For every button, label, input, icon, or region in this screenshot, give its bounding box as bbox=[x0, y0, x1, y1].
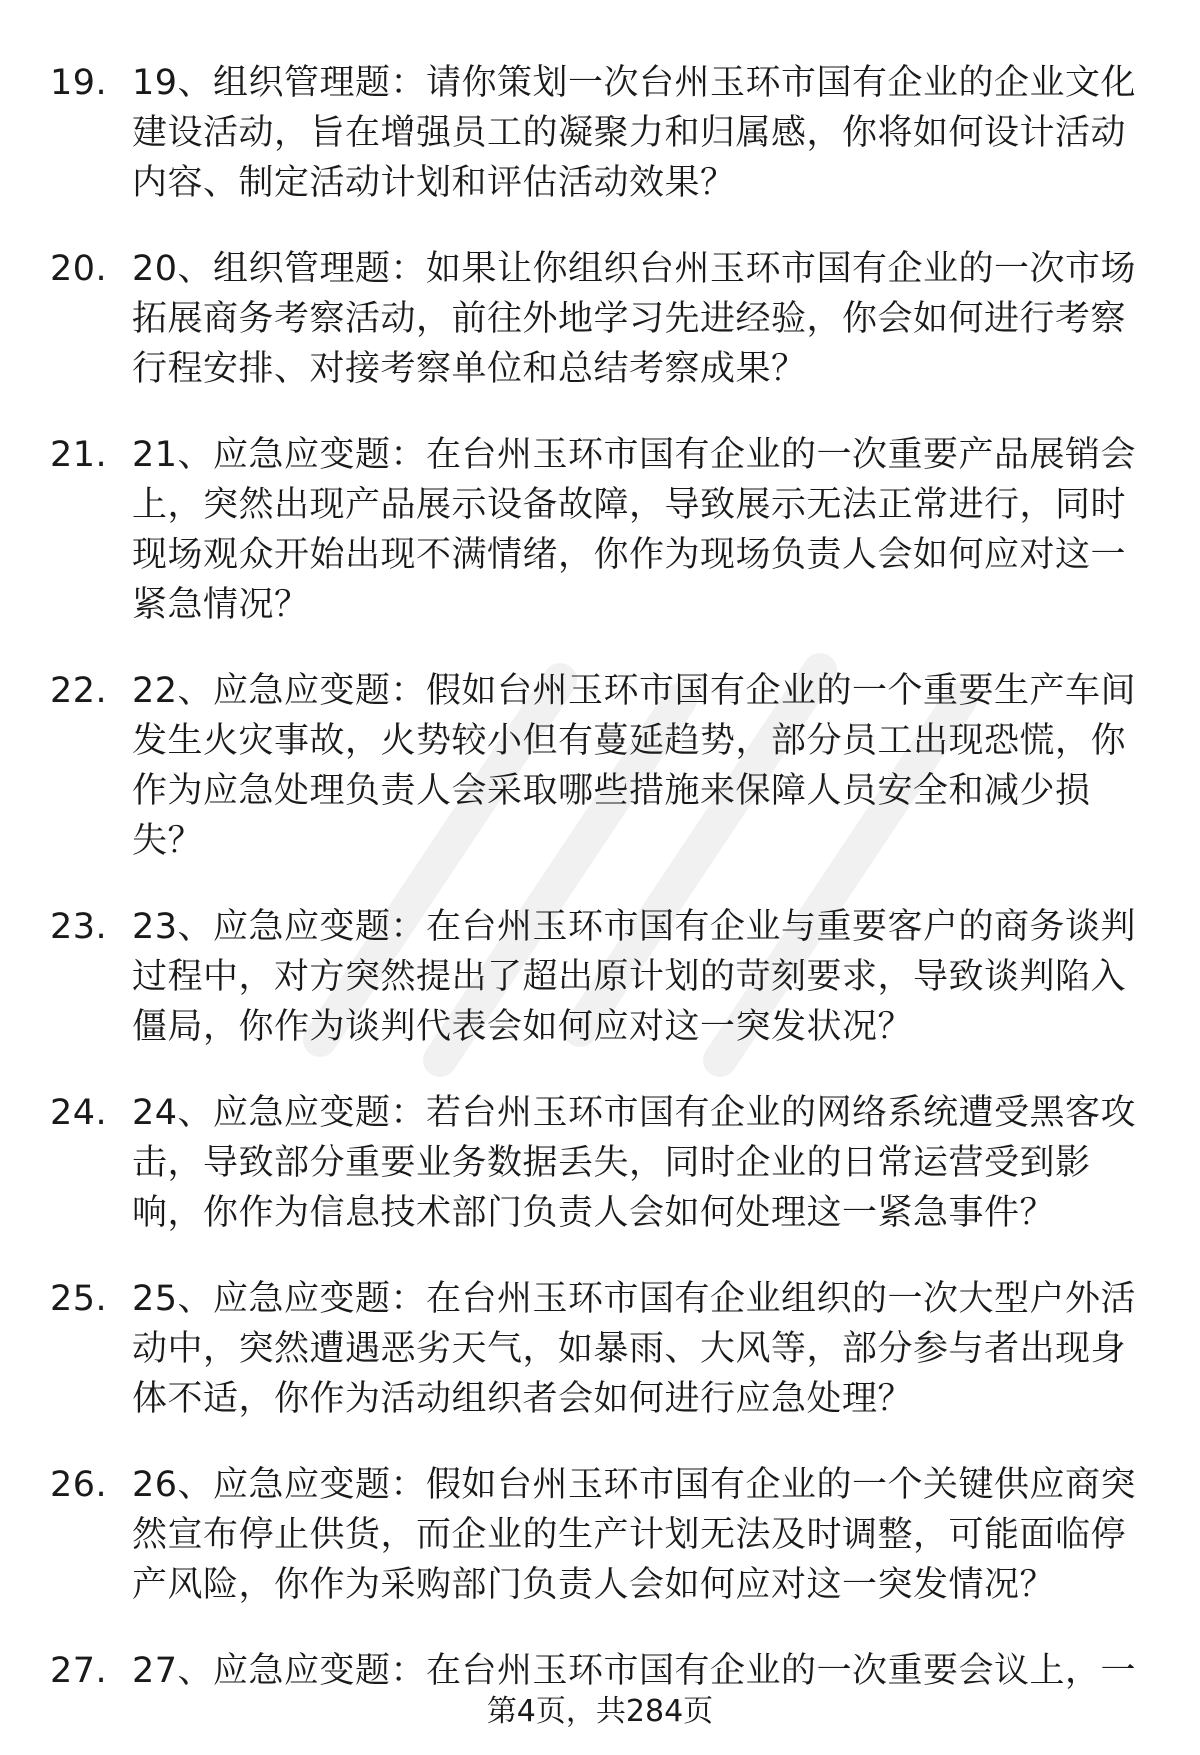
question-number: 26. bbox=[50, 1465, 108, 1505]
question-item bbox=[0, 1274, 1200, 1424]
question-item bbox=[0, 666, 1200, 866]
question-text: 26、应急应变题：假如台州玉环市国有企业的一个关键供应商突然宣布停止供货，而企业的生产计划无法及时调整，可能面临停产风险，你作为采购部门负责人会如何应对这一突发情况？ bbox=[132, 1465, 1137, 1605]
question-text: 27、应急应变题：在台州玉环市国有企业的一次重要会议上，一 bbox=[132, 1651, 1137, 1691]
question-text: 20、组织管理题：如果让你组织台州玉环市国有企业的一次市场拓展商务考察活动，前往外地学习先进经验，你会如何进行考察行程安排、对接考察单位和总结考察成果？ bbox=[132, 249, 1137, 389]
question-text: 19、组织管理题：请你策划一次台州玉环市国有企业的企业文化建设活动，旨在增强员工的凝聚力和归属感，你将如何设计活动内容、制定活动计划和评估活动效果？ bbox=[132, 63, 1137, 203]
question-number: 22. bbox=[50, 671, 108, 711]
question-text: 21、应急应变题：在台州玉环市国有企业的一次重要产品展销会上，突然出现产品展示设备故障，导致展示无法正常进行，同时现场观众开始出现不满情绪，你作为现场负责人会如何应对这一紧急情况？ bbox=[132, 435, 1137, 625]
question-text: 23、应急应变题：在台州玉环市国有企业与重要客户的商务谈判过程中，对方突然提出了超出原计划的苛刻要求，导致谈判陷入僵局，你作为谈判代表会如何应对这一突发状况？ bbox=[132, 907, 1137, 1047]
question-item bbox=[0, 1088, 1200, 1238]
question-item bbox=[0, 58, 1200, 208]
question-item bbox=[0, 1460, 1200, 1610]
question-number: 23. bbox=[50, 907, 108, 947]
question-text: 25、应急应变题：在台州玉环市国有企业组织的一次大型户外活动中，突然遭遇恶劣天气，如暴雨、大风等，部分参与者出现身体不适，你作为活动组织者会如何进行应急处理？ bbox=[132, 1279, 1137, 1419]
question-item bbox=[0, 430, 1200, 630]
question-number: 27. bbox=[50, 1651, 108, 1691]
question-item bbox=[0, 902, 1200, 1052]
question-item bbox=[0, 1646, 1200, 1696]
question-number: 19. bbox=[50, 63, 108, 103]
question-text: 22、应急应变题：假如台州玉环市国有企业的一个重要生产车间发生火灾事故，火势较小但有蔓延趋势，部分员工出现恐慌，你作为应急处理负责人会采取哪些措施来保障人员安全和减少损失？ bbox=[132, 671, 1137, 861]
question-list bbox=[0, 58, 1200, 1732]
question-number: 25. bbox=[50, 1279, 108, 1319]
question-number: 20. bbox=[50, 249, 108, 289]
question-number: 21. bbox=[50, 435, 108, 475]
question-text: 24、应急应变题：若台州玉环市国有企业的网络系统遭受黑客攻击，导致部分重要业务数据丢失，同时企业的日常运营受到影响，你作为信息技术部门负责人会如何处理这一紧急事件？ bbox=[132, 1093, 1137, 1233]
question-number: 24. bbox=[50, 1093, 108, 1133]
page-footer: 第4页，共284页 bbox=[486, 1694, 714, 1729]
question-item bbox=[0, 244, 1200, 394]
